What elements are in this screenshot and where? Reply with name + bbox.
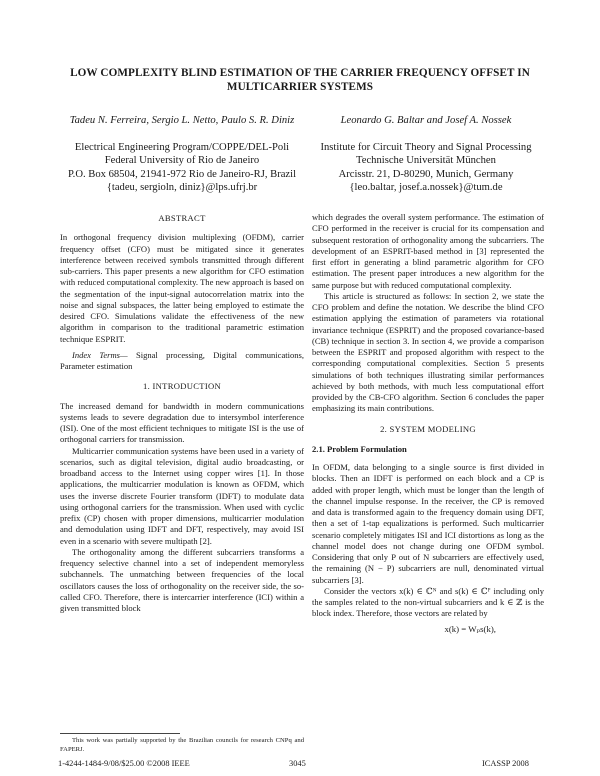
affiliation-left-line: Federal University of Rio de Janeiro xyxy=(104,155,260,167)
authors-right: Leonardo G. Baltar and Josef A. Nossek xyxy=(340,115,512,126)
conference-name: ICASSP 2008 xyxy=(482,759,529,768)
intro-paragraph: Multicarrier communication systems have been used in a variety of scenarios, such as digital television, digital audio broadcasting, or broadband access to the Internet using copper wires [1]. In those applications, the multicarrier modulation is known as OFDM, which uses the inverse discrete Fourier transform (IDFT) to modulate data using orthogonal carriers for the transmission. When used with cyclic prefix (CP) chosen with proper dimensions, multicarrier modulation and demodulation using IDFT and DFT, respectively, may avoid ISI even in a scenario with severe multipath [2]. xyxy=(60,445,304,546)
affiliation-left-email: {tadeu, sergioln, diniz}@lps.ufrj.br xyxy=(106,181,258,193)
index-terms-text: Signal processing, Digital communications, Parameter estimation xyxy=(60,349,304,371)
affiliation-left xyxy=(58,141,306,194)
author-block-left xyxy=(58,114,306,194)
body-paragraph: This article is structured as follows: In section 2, we state the CFO problem and define the notation. We describe the blind CFO estimation applying the estimation of parameters via rotational invariance technique (ESPRIT) and the proposed covariance-based (CB) technique in section 3. In section 4, we provide a comparison between the ESPRIT and proposed algorithm with respect to the corresponding computational complexities. Section 5 presents simulations of both techniques illustrating similar performances achieved by both methods, with much less computational effort provided by the CB-CFO algorithm. Section 6 concludes the paper emphasizing its main contributions. xyxy=(312,290,544,414)
title-line-2: MULTICARRIER SYSTEMS xyxy=(226,81,374,93)
index-terms xyxy=(60,350,304,373)
affiliation-left-line: Electrical Engineering Program/COPPE/DEL-Poli xyxy=(74,142,290,153)
paper-title xyxy=(60,66,540,94)
right-column xyxy=(312,212,544,635)
body-paragraph: In OFDM, data belonging to a single source is first divided in blocks. Then an IDFT is performed on each block and a CP is added with proper length, which must be longer than the length of the channel impulse response. In the receiver, the CP is removed and data is transformed again to the frequency domain using DFT, then a set of 1-tap equalizations is performed. Such multicarrier scenario completely mitigates ISI and ICI distortions as long as the channel model does not change during one OFDM symbol. Considering that only P out of N subcarriers are effectively used, the remaining (N − P) subcarriers are null, denominated virtual subcarriers [3]. xyxy=(312,462,544,585)
author-block-right xyxy=(306,114,546,194)
affiliation-right-line: Institute for Circuit Theory and Signal Processing xyxy=(320,142,532,153)
problem-formulation-heading: 2.1. Problem Formulation xyxy=(312,443,407,454)
affiliation-right xyxy=(306,141,546,194)
affiliation-right-email: {leo.baltar, josef.a.nossek}@tum.de xyxy=(349,181,503,193)
affiliation-right-line: Arcisstr. 21, D-80290, Munich, Germany xyxy=(338,168,514,180)
system-modeling-heading: 2. SYSTEM MODELING xyxy=(380,423,476,434)
authors-left: Tadeu N. Ferreira, Sergio L. Netto, Paulo S. R. Diniz xyxy=(69,115,295,126)
footnote xyxy=(60,737,304,754)
footnote-text: This work was partially supported by the Brazilian councils for research CNPq and FAPERJ. xyxy=(60,737,304,753)
page-number: 3045 xyxy=(289,759,306,768)
intro-paragraph: The increased demand for bandwidth in modern communications systems leads to severe degradation due to intersymbol interference (ISI). One of the most efficient techniques to mitigate ISI is the use of orthogonal carriers for transmission. xyxy=(60,400,304,445)
abstract-heading: ABSTRACT xyxy=(158,213,206,223)
affiliation-left-line: P.O. Box 68504, 21941-972 Rio de Janeiro-RJ, Brazil xyxy=(67,168,297,180)
intro-paragraph: The orthogonality among the different subcarriers transforms a frequency selective channel into a set of independent memoryless subchannels. The unmatching between frequencies of the local oscillators causes the loss of orthogonality on the receiver side, the so-called CFO. Therefore, there is intercarrier interference (ICI) within a given transmitted block xyxy=(60,546,304,613)
intro-heading: 1. INTRODUCTION xyxy=(142,381,222,392)
body-paragraph: which degrades the overall system performance. The estimation of CFO performed in the receiver is crucial for its compensation and subsequent restoration of orthogonality among the subcarriers. The development of an ESPRIT-based method in [3] represented the first effort in generating a blind parametric algorithm for CFO estimation. The present paper introduces a new algorithm for the same purpose but with reduced computational complexity. xyxy=(312,212,544,290)
copyright-line: 1-4244-1484-9/08/$25.00 ©2008 IEEE xyxy=(58,759,190,768)
equation: x(k) = Wₚs(k), xyxy=(444,623,496,634)
body-paragraph: Consider the vectors x(k) ∈ ℂᴺ and s(k) ∈ ℂᴾ including only the samples related to the non-virtual subcarriers and k ∈ ℤ is the block index. Therefore, those vectors are related by xyxy=(312,585,544,619)
footnote-rule xyxy=(60,733,180,734)
index-terms-label: Index Terms— xyxy=(72,349,128,360)
affiliation-right-line: Technische Universität München xyxy=(356,155,496,167)
abstract-text: In orthogonal frequency division multiplexing (OFDM), carrier frequency offset (CFO) must be mitigated since it generates interference between received symbols transmitted through different sub-carriers. This paper presents a new algorithm for CFO estimation with reduced computational complexity. The new approach is based on the segmentation of the input-signal autocorrelation matrix into the noise and signal subspaces, the latter being employed to estimate the desired CFO. Simulations validate the effectiveness of the new algorithm in comparison to the traditional parametric estimation technique ESPRIT. xyxy=(60,232,304,344)
title-line-1: LOW COMPLEXITY BLIND ESTIMATION OF THE CARRIER FREQUENCY OFFSET IN xyxy=(70,67,530,79)
left-column xyxy=(60,213,304,614)
